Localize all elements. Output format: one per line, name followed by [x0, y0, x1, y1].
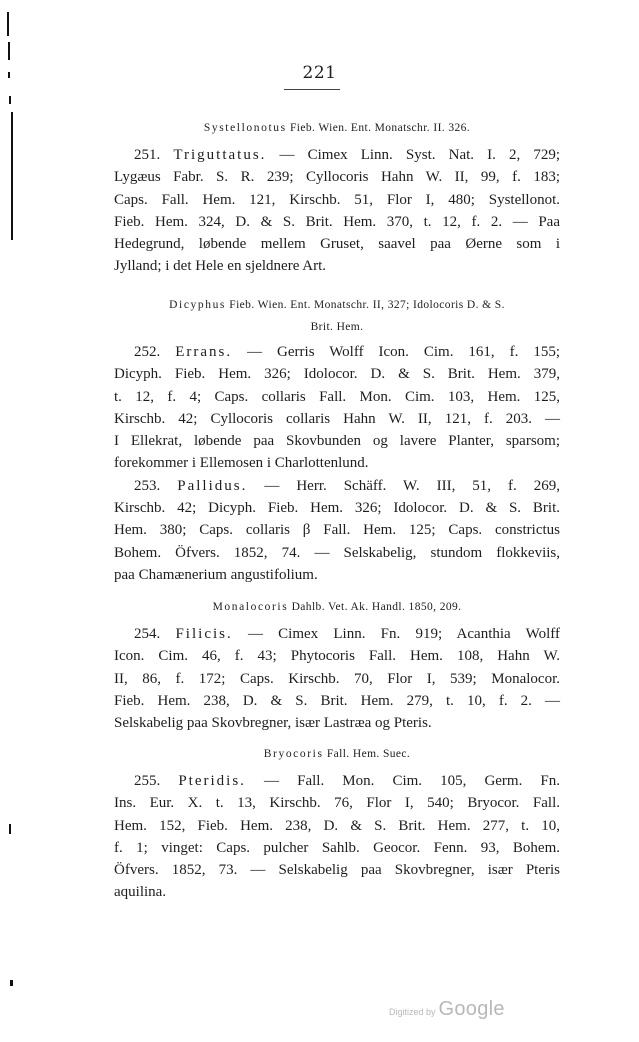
- species-entry: [114, 341, 560, 475]
- entry-line: Icon. Cim. 46, f. 43; Phytocoris Fall. Hem. 108, Hahn W.: [114, 648, 560, 665]
- genus-citation-line2: Brit. Hem.: [310, 321, 364, 333]
- genus-name: Bryocoris: [263, 748, 324, 760]
- entry-line: f. 1; vinget: Caps. pulcher Sahlb. Geocor. Fenn. 93, Bohem.: [114, 839, 560, 856]
- page-number: 221: [302, 63, 337, 83]
- entry-line: forekommer i Ellemosen i Charlottenlund.: [114, 455, 369, 472]
- section-systellonotus: [114, 117, 560, 278]
- entry-line: Jylland; i det Hele en sjeldnere Art.: [114, 258, 327, 275]
- entry-line: 251. Triguttatus. — Cimex Linn. Syst. Nat. I. 2, 729;: [134, 147, 561, 163]
- margin-scan-mark: [9, 824, 11, 834]
- entry-line: Ins. Eur. X. t. 13, Kirschb. 76, Flor I, 540; Bryocor. Fall.: [114, 795, 560, 812]
- watermark-prefix: Digitized by: [389, 1007, 436, 1017]
- margin-scan-mark: [10, 980, 13, 986]
- genus-name: Dicyphus: [169, 299, 227, 311]
- entry-line: Caps. Fall. Hem. 121, Kirschb. 51, Flor I, 480; Systellonot.: [114, 191, 560, 208]
- entry-line: Lygæus Fabr. S. R. 239; Cyllocoris Hahn W. II, 99, f. 183;: [114, 169, 560, 186]
- species-name: Triguttatus.: [173, 147, 267, 163]
- entry-line: II, 86, f. 172; Caps. Kirschb. 70, Flor I, 539; Monalocor.: [114, 670, 560, 687]
- genus-name: Monalocoris: [212, 601, 289, 613]
- entry-line: Dicyph. Fieb. Hem. 326; Idolocor. D. & S. Brit. Hem. 379,: [114, 366, 560, 383]
- genus-heading: [114, 117, 560, 139]
- species-name: Errans.: [175, 344, 233, 360]
- margin-scan-mark: [9, 96, 11, 104]
- margin-scan-mark: [11, 112, 13, 240]
- species-name: Pteridis.: [178, 773, 246, 789]
- entry-line: 252. Errans. — Gerris Wolff Icon. Cim. 161, f. 155;: [134, 344, 561, 360]
- entry-line: 253. Pallidus. — Herr. Schäff. W. III, 51, f. 269,: [134, 477, 561, 494]
- margin-scan-mark: [8, 42, 10, 60]
- entry-line: Hedegrund, løbende mellem Gruset, saavel paa Øerne som i: [114, 236, 560, 253]
- entry-line: Hem. 152, Fieb. Hem. 238, D. & S. Brit. Hem. 277, t. 10,: [114, 817, 560, 834]
- entry-number: 254.: [134, 626, 161, 642]
- entry-number: 251.: [134, 147, 161, 163]
- google-logo: Google: [438, 998, 505, 1020]
- entry-line: Kirschb. 42; Cyllocoris collaris Hahn W. II, 121, f. 203. —: [114, 410, 560, 427]
- genus-name: Systellonotus: [203, 122, 287, 134]
- genus-heading: [114, 294, 560, 338]
- entry-number: 252.: [134, 344, 161, 360]
- entry-line: aquilina.: [114, 884, 167, 901]
- genus-citation: Dahlb. Vet. Ak. Handl. 1850, 209.: [288, 601, 462, 613]
- species-name: Pallidus.: [177, 477, 248, 494]
- entry-number: 253.: [134, 477, 161, 494]
- species-entry: [114, 144, 560, 278]
- species-entry: [114, 770, 560, 904]
- entry-line: Öfvers. 1852, 73. — Selskabelig paa Skovbregner, især Pteris: [114, 862, 560, 879]
- entry-line: I Ellekrat, løbende paa Skovbunden og lavere Planter, sparsom;: [114, 433, 560, 450]
- entry-number: 255.: [134, 773, 161, 789]
- species-entry: [114, 623, 560, 734]
- entry-line: Fieb. Hem. 238, D. & S. Brit. Hem. 279, t. 10, f. 2. —: [114, 692, 560, 709]
- entry-line: Kirschb. 42; Dicyph. Fieb. Hem. 326; Idolocor. D. & S. Brit.: [114, 500, 560, 517]
- entry-line: 254. Filicis. — Cimex Linn. Fn. 919; Acanthia Wolff: [134, 626, 560, 642]
- genus-heading: [114, 743, 560, 765]
- entry-line: t. 12, f. 4; Caps. collaris Fall. Mon. Cim. 103, Hem. 125,: [114, 388, 560, 405]
- digitized-watermark: [389, 998, 505, 1021]
- entry-line: Fieb. Hem. 324, D. & S. Brit. Hem. 370, t. 12, f. 2. — Paa: [114, 213, 560, 230]
- entry-line: paa Chamænerium angustifolium.: [114, 566, 318, 583]
- page-number-rule: [284, 89, 340, 90]
- species-entry: [114, 475, 560, 586]
- entry-line: 255. Pteridis. — Fall. Mon. Cim. 105, Germ. Fn.: [134, 773, 561, 789]
- entry-line: Hem. 380; Caps. collaris β Fall. Hem. 125; Caps. constrictus: [114, 522, 560, 539]
- species-name: Filicis.: [175, 626, 233, 642]
- entry-line: Bohem. Öfvers. 1852, 74. — Selskabelig, stundom flokkeviis,: [114, 544, 560, 561]
- genus-citation: Fieb. Wien. Ent. Monatschr. II, 327; Idolocoris D. & S.: [226, 299, 505, 311]
- section-dicyphus: [114, 294, 560, 586]
- entry-line: Selskabelig paa Skovbregner, især Lastræa og Pteris.: [114, 715, 432, 732]
- genus-heading: [114, 596, 560, 618]
- genus-citation: Fieb. Wien. Ent. Monatschr. II. 326.: [286, 122, 471, 134]
- margin-scan-mark: [7, 12, 9, 36]
- section-monalocoris: [114, 596, 560, 734]
- section-bryocoris: [114, 743, 560, 904]
- genus-citation: Fall. Hem. Suec.: [323, 748, 411, 760]
